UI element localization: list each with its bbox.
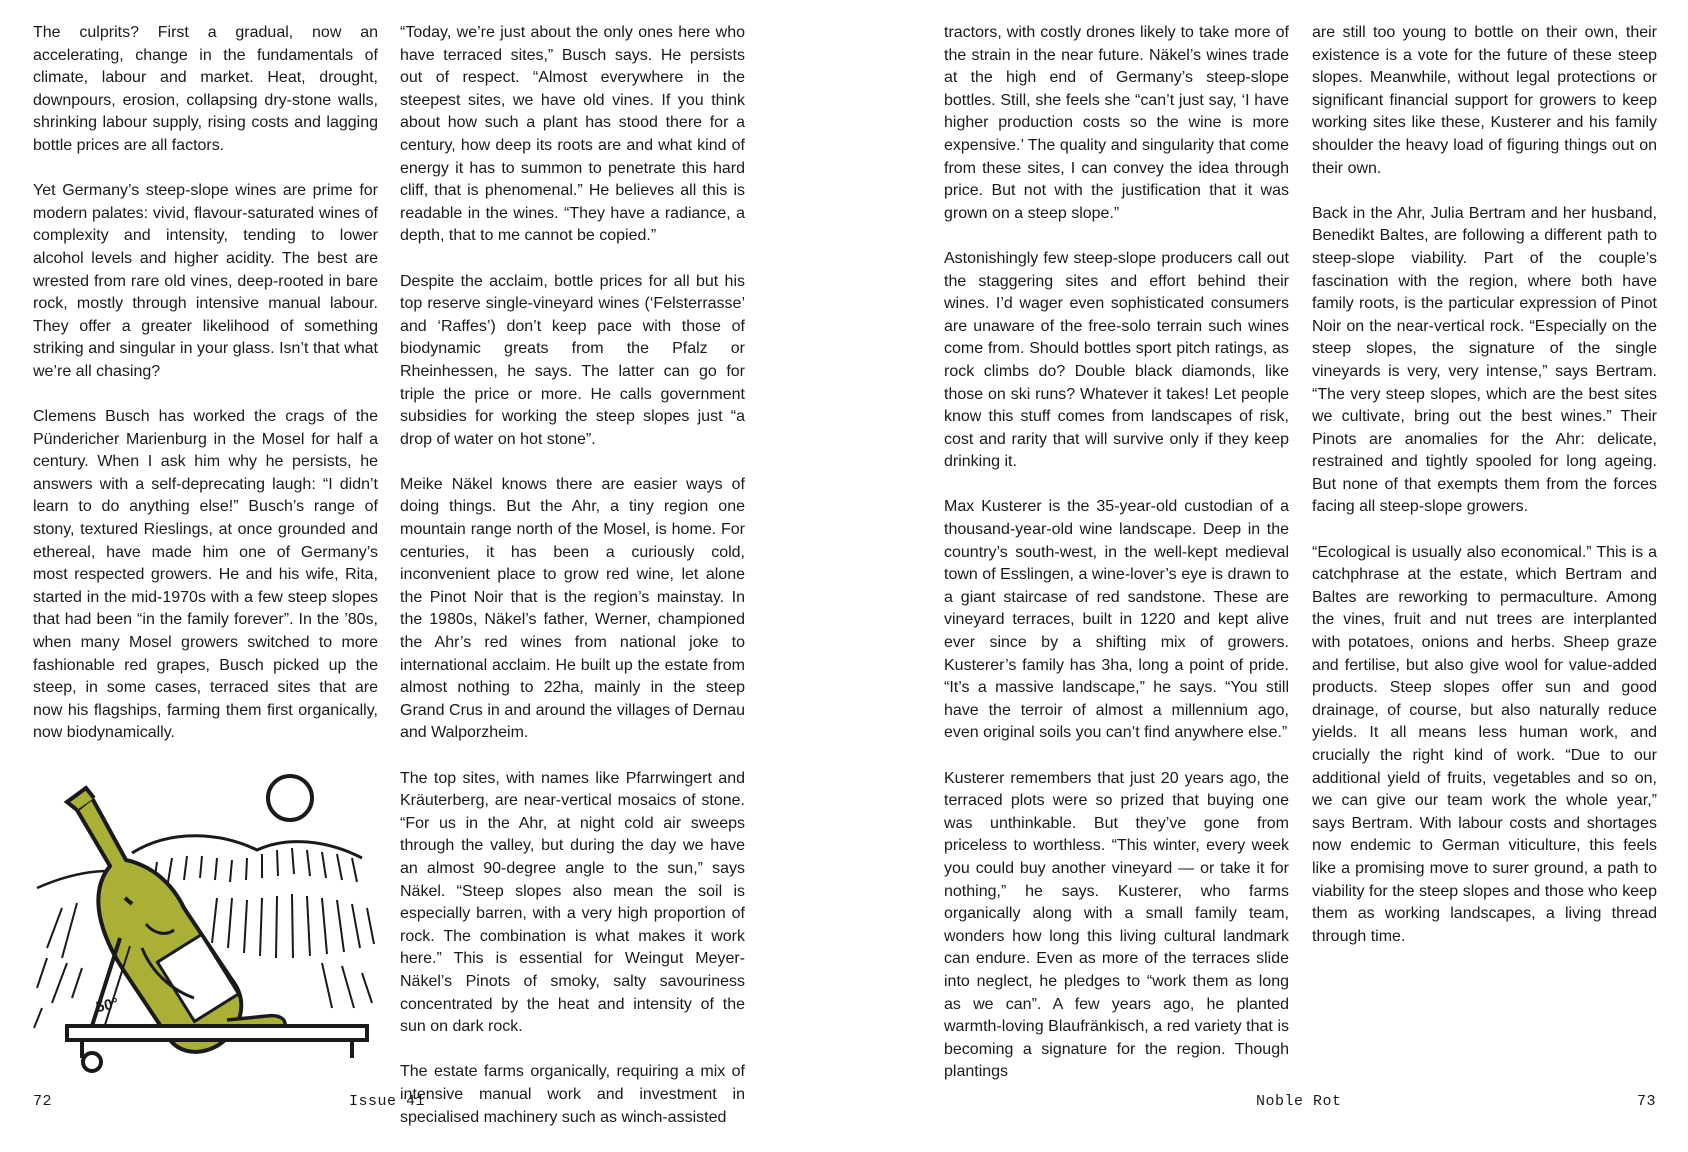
paragraph: “Today, we’re just about the only ones here who have terraced sites,” Busch says. He persists out of respect. “Almost everywhere in the steepest sites, we have old vines. If you think about how such a plant has stood there for a century, how deep its roots are and what kind of energy it has to summon to penetrate this hard cliff, that is phenomenal.” He believes all this is readable in the wines. “They have a radiance, a depth, that to me cannot be copied.” (400, 24, 745, 245)
page-number: 73 (1637, 1093, 1657, 1110)
paragraph: Max Kusterer is the 35-year-old custodian of a thousand-year-old wine landscape. Deep in the country’s south-west, in the well-kept medieval town of Esslingen, a wine-lover’s eye is drawn to a giant staircase of red sandstone. These are vineyard terraces, built in 1220 and kept alive ever since by a shifting mix of growers. Kusterer’s family has 3ha, long a point of pride. “It’s a massive landscape,” he says. “You still have the terroir of almost a millennium ago, even original soils you can’t find anywhere else.” (944, 498, 1289, 742)
page-number: 72 (33, 1093, 53, 1110)
sunbathing-bottle-illustration (22, 758, 392, 1078)
paragraph: The culprits? First a gradual, now an accelerating, change in the fundamentals of climate, labour and market. Heat, drought, downpours, erosion, collapsing dry-stone walls, shrinking labour supply, rising costs and lagging bottle prices are all factors. (33, 24, 378, 154)
issue-label: Issue 41 (349, 1093, 426, 1110)
paragraph: Back in the Ahr, Julia Bertram and her husband, Benedikt Baltes, are following a different path to steep-slope viability. Part of the couple’s fascination with the region, where both have family roots, is the particular expression of Pinot Noir on the near-vertical rock. “Especially on the steep slopes, the signature of the single vineyards is very, very intense,” says Bertram. “The very steep slopes, which are the best sites we cultivate, bring out the best wines.” Their Pinots are anomalies for the Ahr: delicate, restrained and tightly spooled for long ageing. But none of that exempts them from the forces facing all steep-slope growers. (1312, 204, 1657, 516)
magazine-title: Noble Rot (1256, 1093, 1342, 1110)
right-page (844, 0, 1688, 1124)
paragraph: Despite the acclaim, bottle prices for all but his top reserve single-vineyard wines (‘Felsterrasse’ and ‘Raffes’) don’t keep pace with those of biodynamic greats from the Pfalz or Rheinhessen, he says. The latter can go for triple the price or more. He calls government subsidies for working the steep slopes just “a drop of water on hot stone”. (400, 272, 745, 448)
paragraph: The top sites, with names like Pfarrwingert and Kräuterberg, are near-vertical mosaics of stone. “For us in the Ahr, at night cold air sweeps through the valley, but during the day we have an almost 90-degree angle to the sun,” says Näkel. “Steep slopes also mean the soil is especially barren, with a very high proportion of rock. The combination is what makes it work here.” This is essential for Weingut Meyer-Näkel’s Pinots of smoky, salty savouriness concentrated by the heat and intensity of the sun on dark rock. (400, 769, 745, 1036)
left-page-column-1 (33, 22, 378, 768)
paragraph: Yet Germany’s steep-slope wines are prime for modern palates: vivid, flavour-saturated wines of complexity and intensity, tending to lower alcohol levels and higher acidity. The best are wrested from rare old vines, deep-rooted in bare rock, mostly through intensive manual labour. They offer a greater likelihood of something striking and singular in your glass. Isn’t that what we’re all chasing? (33, 182, 378, 380)
paragraph: Astonishingly few steep-slope producers call out the staggering sites and effort behind their wines. I’d wager even sophisticated consumers are unaware of the free-solo terrain such wines come from. Should bottles sport pitch ratings, as rock climbs do? Double black diamonds, like those on ski runs? Whatever it takes! Let people know this stuff comes from landscapes of risk, cost and rarity that will survive only if they keep drinking it. (944, 249, 1289, 471)
paragraph: “Ecological is usually also economical.” This is a catchphrase at the estate, which Bertram and Baltes are reworking to permaculture. Among the vines, fruit and nut trees are interplanted with potatoes, onions and herbs. Sheep graze and fertilise, but also give wool for value-added products. Steep slopes offer sun and good drainage, of course, but also naturally reduce yields. It all means less human work, and crucially the right kind of work. “Due to our additional yield of fruits, vegetables and so on, we can give our team work the whole year,” says Bertram. With labour costs and shortages now endemic to German viticulture, this feels like a promising move to surer ground, a path to viability for the steep slopes and those who keep them as working landscapes, a living thread through time. (1312, 543, 1657, 945)
right-page-column-2 (1312, 22, 1657, 971)
sun-icon (268, 776, 312, 820)
paragraph: The estate farms organically, requiring a mix of intensive manual work and investment in specialised machinery such as winch-assisted (400, 1063, 745, 1126)
paragraph: Clemens Busch has worked the crags of the Pündericher Marienburg in the Mosel for half a century. When I ask him why he persists, he answers with a self-deprecating laugh: “I didn’t learn to do anything else!” Busch’s range of stony, textured Rieslings, at once grounded and ethereal, have made him one of Germany’s most respected growers. He and his wife, Rita, started in the mid-1970s with a few steep slopes that had been “in the family forever”. In the ’80s, when many Mosel growers switched to more fashionable red grapes, Busch picked up the steep, in some cases, terraced sites that are now his flagships, farming them first organically, now biodynamically. (33, 408, 378, 742)
right-page-column-1 (944, 22, 1289, 1107)
angle-label: 50° (94, 994, 121, 1017)
paragraph: Meike Näkel knows there are easier ways of doing things. But the Ahr, a tiny region one mountain range north of the Mosel, is home. For centuries, it has been a curiously cold, inconvenient place to grow red wine, let alone the Pinot Noir that is the region’s mainstay. In the 1980s, Näkel’s father, Werner, championed the Ahr’s red wines from national joke to international acclaim. He built up the estate from almost nothing to 22ha, mainly in the steep Grand Crus in and around the villages of Dernau and Walporzheim. (400, 475, 745, 742)
paragraph: Kusterer remembers that just 20 years ago, the terraced plots were so prized that buying one was unthinkable. But they’ve gone from priceless to worthless. “This winter, every week you could buy another vineyard — or take it for nothing,” he says. Kusterer, who farms organically along with a small family team, wonders how long this living cultural landmark can endure. Even as more of the terraces slide into neglect, he pledges to “work them as long as we can”. A few years ago, he planted warmth-loving Blaufränkisch, a red variety that is becoming a signature for the region. Though plantings (944, 769, 1289, 1081)
left-page-column-2 (400, 22, 745, 1152)
paragraph: are still too young to bottle on their own, their existence is a vote for the future of these steep slopes. Meanwhile, without legal protections or significant financial support for growers to keep working sites like these, Kusterer and his family shoulder the heavy load of figuring things out on their own. (1312, 24, 1657, 177)
paragraph: tractors, with costly drones likely to take more of the strain in the near future. Näkel’s wines trade at the high end of Germany’s steep-slope bottles. Still, she feels she “can’t just say, ‘I have higher production costs so the wine is more expensive.’ The quality and singularity that come from these sites, I can convey the idea through price. But not with the justification that it was grown on a steep slope.” (944, 24, 1289, 222)
left-page (0, 0, 844, 1124)
